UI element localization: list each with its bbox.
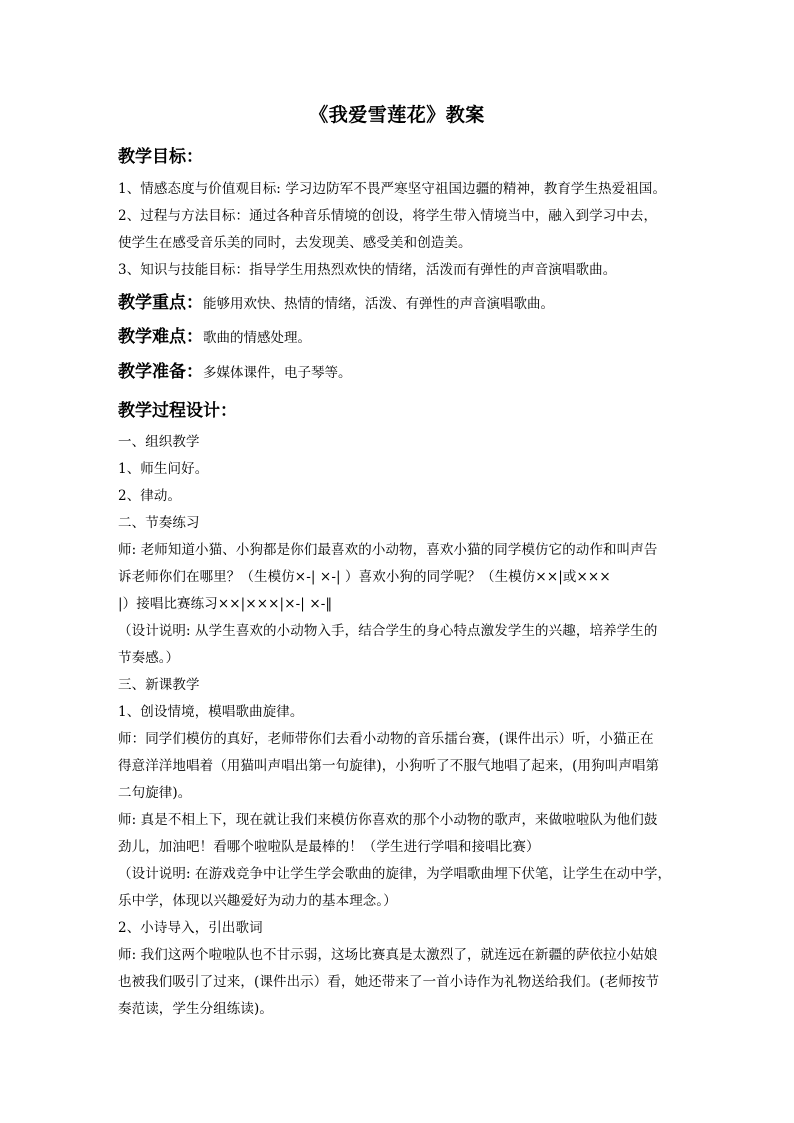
preparation-section	[118, 357, 352, 382]
difficulty-text: 歌曲的情感处理。	[203, 330, 311, 346]
key-point-heading: 教学重点：	[118, 293, 203, 313]
objective-line: 3、知识与技能目标：指导学生用热烈欢快的情绪，活泼而有弹性的声音演唱歌曲。	[118, 262, 617, 278]
process-line: 师：同学们模仿的真好，老师带你们去看小动物的音乐擂台赛，(课件出示）听，小猫正在	[118, 731, 654, 747]
process-line: 师: 我们这两个啦啦队也不甘示弱，这场比赛真是太激烈了，就连远在新疆的萨依拉小姑娘	[118, 947, 658, 963]
process-line: 一、组织教学	[118, 434, 200, 450]
process-line: 也被我们吸引了过来，(课件出示）看，她还带来了一首小诗作为礼物送给我们。(老师按节	[118, 974, 660, 990]
process-line: 节奏感。）	[118, 650, 180, 666]
process-line: 师: 真是不相上下，现在就让我们来模仿你喜欢的那个小动物的歌声，来做啦啦队为他们鼓	[118, 812, 658, 828]
process-line: 2、律动。	[118, 488, 182, 504]
process-line: 劲儿，加油吧！看哪个啦啦队是最棒的！（学生进行学唱和接唱比赛）	[118, 839, 540, 855]
process-heading: 教学过程设计：	[118, 401, 237, 421]
process-line: 奏范读，学生分组练读)。	[118, 1001, 273, 1017]
preparation-text: 多媒体课件，电子琴等。	[203, 365, 352, 381]
objective-line: 2、过程与方法目标：通过各种音乐情境的创设，将学生带入情境当中，融入到学习中去，	[118, 208, 658, 224]
difficulty-heading: 教学难点：	[118, 327, 203, 347]
process-line: 得意洋洋地唱着（用猫叫声唱出第一句旋律)，小狗听了不服气地唱了起来，(用狗叫声唱第	[118, 758, 660, 774]
key-point-text: 能够用欢快、热情的情绪，活泼、有弹性的声音演唱歌曲。	[203, 296, 554, 312]
process-line: 二、节奏练习	[118, 515, 200, 531]
process-line: 1、师生问好。	[118, 461, 209, 477]
process-line: 三、新课教学	[118, 677, 200, 693]
process-line: |）接唱比赛练习××|×××|×-| ×-‖	[118, 596, 333, 612]
process-line: 1、创设情境，模唱歌曲旋律。	[118, 704, 304, 720]
objective-line: 1、情感态度与价值观目标: 学习边防军不畏严寒坚守祖国边疆的精神，教育学生热爱祖国。	[118, 181, 667, 197]
objective-line: 使学生在感受音乐美的同时，去发现美、感受美和创造美。	[118, 235, 472, 251]
key-point-section	[118, 288, 554, 313]
process-line: （设计说明: 在游戏竞争中让学生学会歌曲的旋律，为学唱歌曲埋下伏笔，让学生在动中学，	[118, 866, 672, 882]
process-line: 乐中学，体现以兴趣爱好为动力的基本理念。）	[118, 893, 397, 909]
page-title: 《我爱雪莲花》教案	[309, 104, 485, 126]
preparation-heading: 教学准备：	[118, 362, 203, 382]
process-line: 2、小诗导入，引出歌词	[118, 920, 263, 936]
process-line: 诉老师你们在哪里？（生模仿×-| ×-| ）喜欢小狗的同学呢？（生模仿××|或×××	[118, 569, 611, 585]
objectives-heading: 教学目标：	[118, 147, 203, 167]
process-line: （设计说明: 从学生喜欢的小动物入手，结合学生的身心特点激发学生的兴趣，培养学生的	[118, 623, 658, 639]
process-line: 师: 老师知道小猫、小狗都是你们最喜欢的小动物，喜欢小猫的同学模仿它的动作和叫声告	[118, 542, 658, 558]
process-line: 二句旋律)。	[118, 785, 192, 801]
difficulty-section	[118, 322, 311, 347]
